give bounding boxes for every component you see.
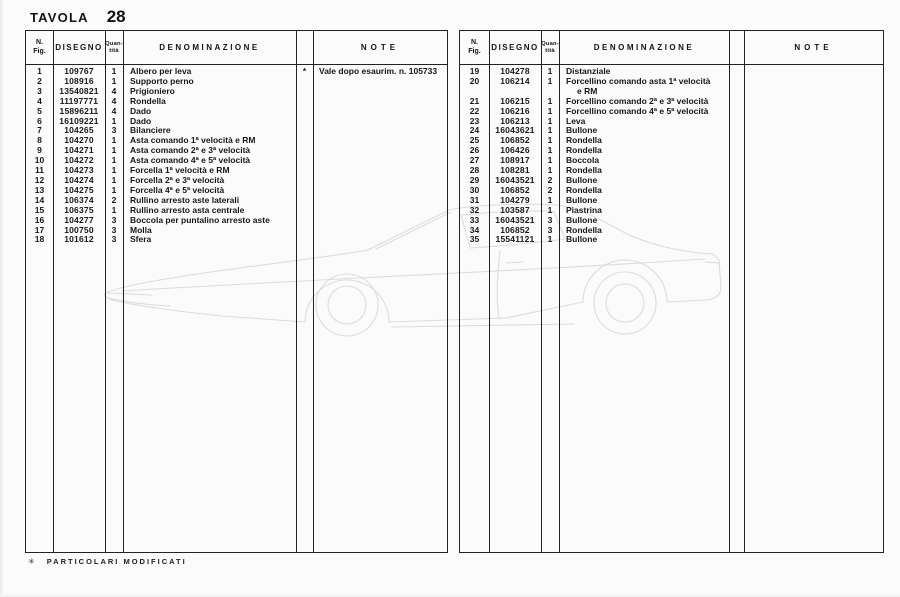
fig-number: 24	[469, 125, 480, 136]
denominazione: Asta comando 1ª velocità e RM	[130, 135, 256, 146]
fig-number: 16	[34, 214, 45, 225]
quantity: 3	[547, 214, 553, 225]
quantity: 1	[111, 174, 117, 185]
header-note	[313, 31, 447, 64]
header-fig	[460, 31, 489, 64]
header-disegno-label: DISEGNO	[55, 43, 103, 52]
quantity: 1	[111, 145, 117, 156]
denominazione: Bullone	[566, 174, 598, 185]
fig-number: 20	[469, 75, 480, 86]
denominazione: Molla	[130, 224, 152, 235]
quantity: 1	[111, 184, 117, 195]
disegno-number: 13540821	[59, 85, 99, 96]
disegno-number: 104277	[64, 214, 94, 225]
disegno-number: 104265	[64, 125, 94, 136]
fig-number: 25	[469, 135, 480, 146]
header-fig-line2: Fig.	[468, 47, 481, 55]
header-qty-line2: tità	[545, 47, 555, 54]
denominazione: Boccola per puntalino arresto aste	[130, 214, 270, 225]
quantity: 1	[547, 204, 553, 215]
fig-number: 26	[469, 145, 480, 156]
fig-number: 21	[469, 95, 480, 106]
fig-number: 9	[37, 145, 42, 156]
header-denominazione-label: DENOMINAZIONE	[593, 43, 695, 52]
header-fig-line1: N.	[36, 39, 43, 46]
header-fig-line1: N.	[471, 39, 478, 46]
modified-parts-symbol: ✳	[28, 557, 35, 566]
fig-number: 19	[469, 66, 480, 76]
disegno-number: 104275	[64, 184, 94, 195]
disegno-number: 16109221	[59, 115, 99, 126]
quantity: 1	[547, 194, 553, 205]
table-row	[460, 235, 883, 245]
fig-number: 10	[34, 155, 45, 166]
table-row	[460, 77, 883, 97]
header-note-label: NOTE	[360, 43, 400, 52]
disegno-number: 109767	[64, 66, 94, 76]
denominazione: Leva	[566, 115, 586, 126]
fig-number: 5	[37, 105, 42, 116]
disegno-number: 108281	[500, 165, 530, 176]
denominazione: Dado	[130, 115, 152, 126]
disegno-number: 106374	[64, 194, 94, 205]
fig-number: 33	[469, 214, 480, 225]
disegno-number: 16043621	[495, 125, 535, 136]
quantity: 3	[111, 224, 117, 235]
page-scan-edge-left	[0, 0, 4, 597]
denominazione: Forcellino comando 2ª e 3ª velocità	[566, 95, 709, 106]
denominazione: Rullino arresto aste laterali	[130, 194, 240, 205]
disegno-number: 101612	[64, 234, 94, 245]
header-qty-line1: Quan-	[541, 41, 559, 47]
fig-number: 6	[37, 115, 42, 126]
disegno-number: 106852	[500, 135, 530, 146]
legend-footer	[28, 557, 187, 566]
fig-number: 1	[37, 66, 42, 76]
fig-number: 4	[37, 95, 42, 106]
fig-number: 22	[469, 105, 480, 116]
header-denominazione	[559, 31, 729, 64]
fig-number: 3	[37, 85, 42, 96]
denominazione: Bullone	[566, 194, 598, 205]
quantity: 1	[547, 75, 553, 86]
parts-table-right	[459, 30, 884, 553]
note-text: Vale dopo esaurim. n. 105733	[319, 66, 438, 76]
fig-number: 12	[34, 174, 45, 185]
quantity: 3	[111, 234, 117, 245]
disegno-number: 11197771	[59, 95, 99, 106]
fig-number: 13	[34, 184, 45, 195]
quantity: 1	[547, 66, 553, 76]
quantity: 1	[111, 135, 117, 146]
disegno-number: 108916	[64, 75, 94, 86]
header-disegno	[489, 31, 541, 64]
quantity: 1	[547, 155, 553, 166]
header-fig-line2: Fig.	[33, 47, 46, 55]
quantity: 1	[547, 135, 553, 146]
header-denominazione	[123, 31, 296, 64]
denominazione: Rondella	[566, 165, 602, 176]
disegno-number: 106375	[64, 204, 94, 215]
disegno-number: 108917	[500, 155, 530, 166]
disegno-number: 15541121	[495, 234, 535, 245]
disegno-number: 106214	[500, 75, 530, 86]
fig-number: 29	[469, 174, 480, 185]
quantity: 1	[547, 165, 553, 176]
fig-number: 34	[469, 224, 480, 235]
quantity: 3	[111, 214, 117, 225]
table-header	[26, 31, 447, 64]
disegno-number: 104272	[64, 155, 94, 166]
disegno-number: 106852	[500, 224, 530, 235]
denominazione: Sfera	[130, 234, 152, 245]
denominazione: Forcella 4ª e 5ª velocità	[130, 184, 225, 195]
fig-number: 32	[469, 204, 480, 215]
header-qty	[541, 31, 559, 64]
denominazione: Distanziale	[566, 66, 611, 76]
table-rows	[26, 67, 447, 245]
header-disegno	[53, 31, 105, 64]
fig-number: 35	[469, 234, 480, 245]
header-fig	[26, 31, 53, 64]
denominazione: Rondella	[566, 184, 602, 195]
tavola-label: TAVOLA	[30, 10, 89, 25]
denominazione: Rondella	[566, 145, 602, 156]
quantity: 1	[111, 115, 117, 126]
fig-number: 7	[37, 125, 42, 136]
quantity: 2	[111, 194, 117, 205]
disegno-number: 15896211	[59, 105, 99, 116]
denominazione: Boccola	[566, 155, 600, 166]
denominazione: Piastrina	[566, 204, 602, 215]
header-note-label: NOTE	[794, 43, 833, 52]
disegno-number: 100750	[64, 224, 94, 235]
denominazione: Forcella 1ª velocità e RM	[130, 165, 230, 176]
denominazione: Forcellino comando asta 1ª velocità e RM	[559, 77, 729, 97]
denominazione: Forcellino comando 4ª e 5ª velocità	[566, 105, 709, 116]
quantity: 1	[111, 75, 117, 86]
quantity: 3	[111, 125, 117, 136]
denominazione: Prigioniero	[130, 85, 175, 96]
fig-number: 11	[35, 165, 44, 176]
table-header	[460, 31, 883, 64]
quantity: 1	[547, 95, 553, 106]
denominazione: Rondella	[566, 135, 602, 146]
fig-number: 8	[37, 135, 42, 146]
header-divider	[460, 64, 883, 65]
denominazione-line2: e RM	[577, 85, 598, 96]
fig-number: 30	[469, 184, 480, 195]
quantity: 1	[547, 115, 553, 126]
disegno-number: 106213	[500, 115, 530, 126]
fig-number: 27	[469, 155, 480, 166]
header-divider	[26, 64, 447, 65]
denominazione: Bullone	[566, 234, 598, 245]
quantity: 1	[111, 204, 117, 215]
denominazione: Dado	[130, 105, 152, 116]
header-marker-column	[296, 31, 313, 64]
header-qty-line2: tità	[109, 47, 119, 54]
disegno-number: 16043521	[495, 214, 535, 225]
table-row	[26, 235, 447, 245]
modified-parts-label: PARTICOLARI MODIFICATI	[46, 557, 187, 566]
denominazione: Rondella	[566, 224, 602, 235]
fig-number: 17	[34, 224, 45, 235]
disegno-number: 104278	[500, 66, 530, 76]
table-rows	[460, 67, 883, 245]
denominazione: Bullone	[566, 125, 598, 136]
disegno-number: 104273	[64, 165, 94, 176]
fig-number: 18	[34, 234, 45, 245]
header-qty-line1: Quan-	[105, 41, 123, 47]
denominazione: Asta comando 2ª e 3ª velocità	[130, 145, 251, 156]
header-qty	[105, 31, 123, 64]
quantity: 1	[111, 155, 117, 166]
fig-number: 23	[469, 115, 480, 126]
quantity: 2	[547, 174, 553, 185]
disegno-number: 106215	[500, 95, 530, 106]
modified-marker: *	[302, 66, 307, 76]
fig-number: 2	[37, 75, 42, 86]
disegno-number: 104274	[64, 174, 94, 185]
disegno-number: 103587	[500, 204, 530, 215]
header-disegno-label: DISEGNO	[491, 43, 539, 52]
fig-number: 31	[469, 194, 480, 205]
disegno-number: 106426	[500, 145, 530, 156]
quantity: 1	[547, 125, 553, 136]
quantity: 1	[111, 66, 117, 76]
fig-number: 28	[469, 165, 480, 176]
parts-table-left	[25, 30, 448, 553]
denominazione: Bullone	[566, 214, 598, 225]
disegno-number: 106852	[500, 184, 530, 195]
fig-number: 15	[34, 204, 45, 215]
denominazione: Rullino arresto asta centrale	[130, 204, 245, 215]
header-note	[744, 31, 883, 64]
quantity: 4	[111, 85, 117, 96]
quantity: 2	[547, 184, 553, 195]
page-title	[30, 7, 126, 27]
quantity: 4	[111, 105, 117, 116]
header-denominazione-label: DENOMINAZIONE	[159, 43, 260, 52]
header-marker-column	[729, 31, 744, 64]
denominazione: Supporto perno	[130, 75, 194, 86]
tavola-number: 28	[106, 7, 126, 26]
quantity: 1	[547, 145, 553, 156]
denominazione: Asta comando 4ª e 5ª velocità	[130, 155, 251, 166]
denominazione: Forcella 2ª e 3ª velocità	[130, 174, 225, 185]
quantity: 1	[547, 234, 553, 245]
denominazione: Albero per leva	[130, 66, 192, 76]
disegno-number: 104271	[64, 145, 94, 156]
disegno-number: 106216	[500, 105, 530, 116]
quantity: 1	[547, 105, 553, 116]
denominazione: Bilanciere	[130, 125, 171, 136]
denominazione: Rondella	[130, 95, 166, 106]
disegno-number: 104270	[64, 135, 94, 146]
disegno-number: 16043521	[495, 174, 535, 185]
fig-number: 14	[34, 194, 45, 205]
quantity: 4	[111, 95, 117, 106]
quantity: 3	[547, 224, 553, 235]
table-row	[460, 216, 883, 226]
table-row	[26, 216, 447, 226]
disegno-number: 104279	[500, 194, 530, 205]
quantity: 1	[111, 165, 117, 176]
